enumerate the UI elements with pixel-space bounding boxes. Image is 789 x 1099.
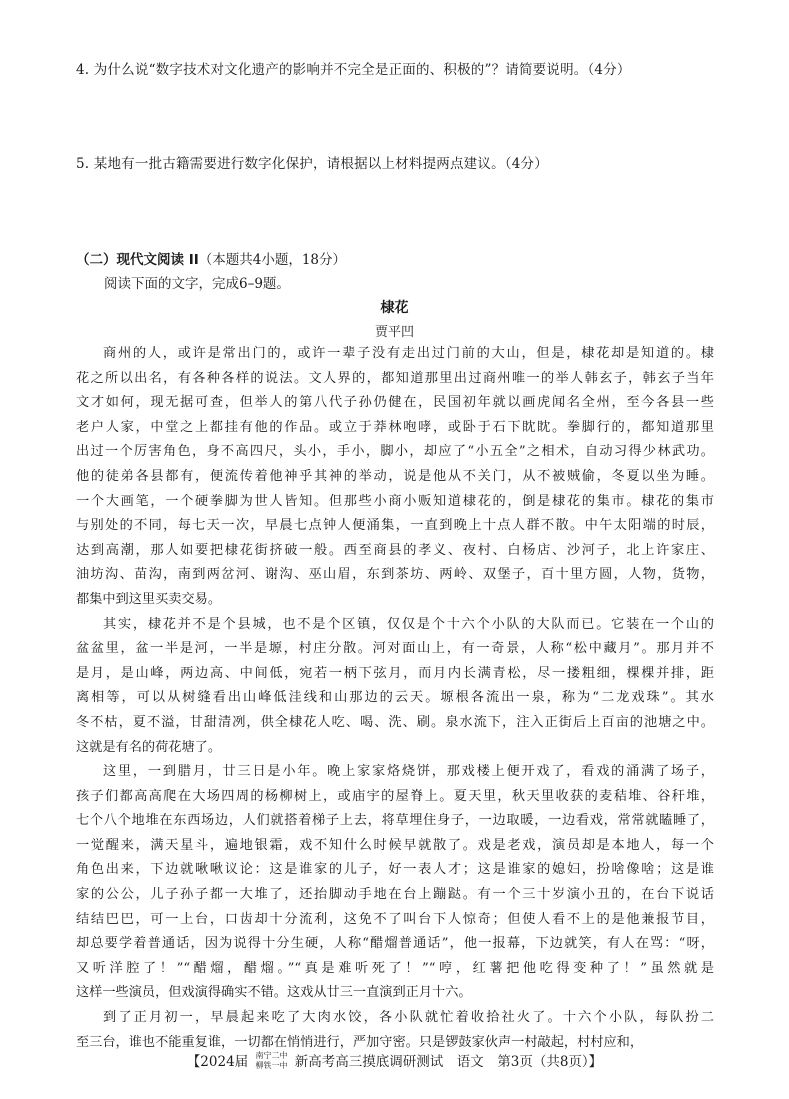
article-line: 与别处的不同，每七天一次，早晨七点钟人便涌集，一直到晚上十点人群不散。中午太阳端的时辰， [76, 518, 714, 534]
section-heading-note: （本题共4小题，18分） [198, 252, 347, 268]
footer-prefix: 【2024届 [186, 1054, 249, 1070]
article-line: 其实，棣花并不是个县城，也不是个区镇，仅仅是个十六个小队的大队而已。它装在一个山的 [103, 616, 714, 632]
article-line: 盆盆里，盆一半是河，一半是塬，村庄分散。河对面山上，有一奇景，人称“松中藏月”。那月并不 [76, 641, 714, 657]
article-line: 商州的人，或许是常出门的，或许一辈子没有走出过门前的大山，但是，棣花却是知道的。棣 [103, 346, 714, 361]
article-line: 一个大画笔，一个硬拳脚为世人皆知。但那些小商小贩知道棣花的，倒是棣花的集市。棣花的集市 [76, 493, 714, 509]
article-author: 贾平凹 [374, 325, 414, 340]
article-line: 这就是有名的荷花塘了。 [76, 739, 222, 755]
section-heading [76, 248, 346, 268]
article-line: 他的徒弟各县都有，便流传着他神乎其神的举动，说是他从不关门，从不被贼偷，冬夏以坐为睡。 [76, 468, 714, 484]
article-line: 花之所以出名，有各种各样的说法。文人界的，都知道那里出过商州唯一的举人韩玄子，韩玄子当年 [76, 370, 714, 386]
footer-school-bottom: 柳铁一中 [255, 1060, 288, 1070]
article-line: 离相等，可以从树缝看出山峰低洼线和山那边的云天。塬根各流出一泉，称为“二龙戏珠”。其水 [76, 690, 714, 706]
article-line: 是月，是山峰，两边高、中间低，宛若一柄下弦月，而月内长满青松，尽一搂粗细，棵棵并排，距 [76, 665, 714, 681]
article-line: 孩子们都高高爬在大场四周的杨柳树上，或庙宇的屋脊上。夏天里，秋天里收获的麦秸堆、谷秆堆， [76, 788, 714, 804]
article-line: 都集中到这里买卖交易。 [76, 591, 222, 607]
article-line: 一觉醒来，满天星斗，遍地银霜，戏不知什么时候早就散了。戏是老戏，演员却是本地人，每一个 [76, 837, 714, 853]
article-line: 冬不枯，夏不溢，甘甜清冽，供全棣花人吃、喝、洗、刷。泉水流下，注入正街后上百亩的池塘之中。 [76, 714, 714, 730]
article-line: 这里，一到腊月，廿三日是小年。晚上家家烙烧饼，那戏楼上便开戏了，看戏的涌满了场子， [103, 764, 714, 780]
article-line: 却总要学着普通话，因为说得十分生硬，人称“醋熘普通话”，他一报幕，下边就笑，有人在骂：“呀， [76, 936, 714, 952]
reading-instruction: 阅读下面的文字，完成6–9题。 [104, 276, 290, 292]
article-line: 七个八个地堆在东西场边，人们就搭着梯子上去，将草埋住身子，一边取暖，一边看戏，常常就瞌睡了， [76, 813, 714, 829]
article-line: 文才如何，现无据可查，但举人的第八代子孙仍健在，民国初年就以画虎闻名全州，至今各县一些 [76, 395, 714, 411]
article-line: 至三台，谁也不能重复谁，一切都在悄悄进行，严加守密。只是锣鼓家伙声一村敲起，村村应和， [76, 1034, 644, 1050]
footer-school-top: 南宁二中 [255, 1050, 288, 1060]
page-footer [0, 1050, 789, 1073]
article-line: 老户人家，中堂之上都挂有他的作品。或立于莽林咆哮，或卧于石下眈眈。拳脚行的，都知道那里 [76, 419, 714, 435]
article-line: 角色出来，下边就啾啾议论：这是谁家的儿子，好一表人才；这是谁家的媳妇，扮啥像啥；这是谁 [76, 862, 714, 878]
article-line: 油坊沟、苗沟，南到两岔河、谢沟、巫山眉，东到茶坊、两岭、双堡子，百十里方圆，人物，货物， [76, 567, 714, 583]
article-body [76, 342, 714, 1055]
article-line: 家的公公，儿子孙子都一大堆了，还抬脚动手地在台上蹦跶。有一个三十岁演小丑的，在台下说话 [76, 887, 714, 903]
article-line: 又听洋腔了！”“醋熘，醋熘。”“真是难听死了！”“哼，红薯把他吃得变种了！”虽然就是 [76, 960, 714, 976]
footer-school-names [255, 1051, 287, 1071]
question-4: 4. 为什么说“数字技术对文化遗产的影响并不完全是正面的、积极的”？请简要说明。（4分） [76, 62, 631, 78]
article-line: 结结巴巴，可一上台，口齿却十分流利，这免不了叫台下人惊奇；但使人看不上的是他兼报节目， [76, 911, 714, 927]
article-title: 棣花 [380, 300, 409, 316]
footer-suffix: 新高考高三摸底调研测试 语文 第3页（共8页）】 [294, 1054, 603, 1070]
article-line: 到了正月初一，早晨起来吃了大肉水饺，各小队就忙着收拾社火了。十六个小队，每队扮二 [103, 1010, 714, 1026]
question-5: 5. 某地有一批古籍需要进行数字化保护，请根据以上材料提两点建议。（4分） [76, 156, 548, 172]
article-line: 达到高潮，那人如要把棣花街挤破一般。西至商县的孝义、夜村、白杨店、沙河子，北上许家庄、 [76, 542, 714, 558]
article-line: 出过一个厉害角色，身不高四尺，头小，手小，脚小，却应了“小五全”之相术，自动习得少林武功。 [76, 444, 714, 460]
article-line: 这样一些演员，但戏演得确实不错。这戏从廿三一直演到正月十六。 [76, 985, 472, 1001]
section-heading-title: （二）现代文阅读 II [76, 252, 199, 268]
